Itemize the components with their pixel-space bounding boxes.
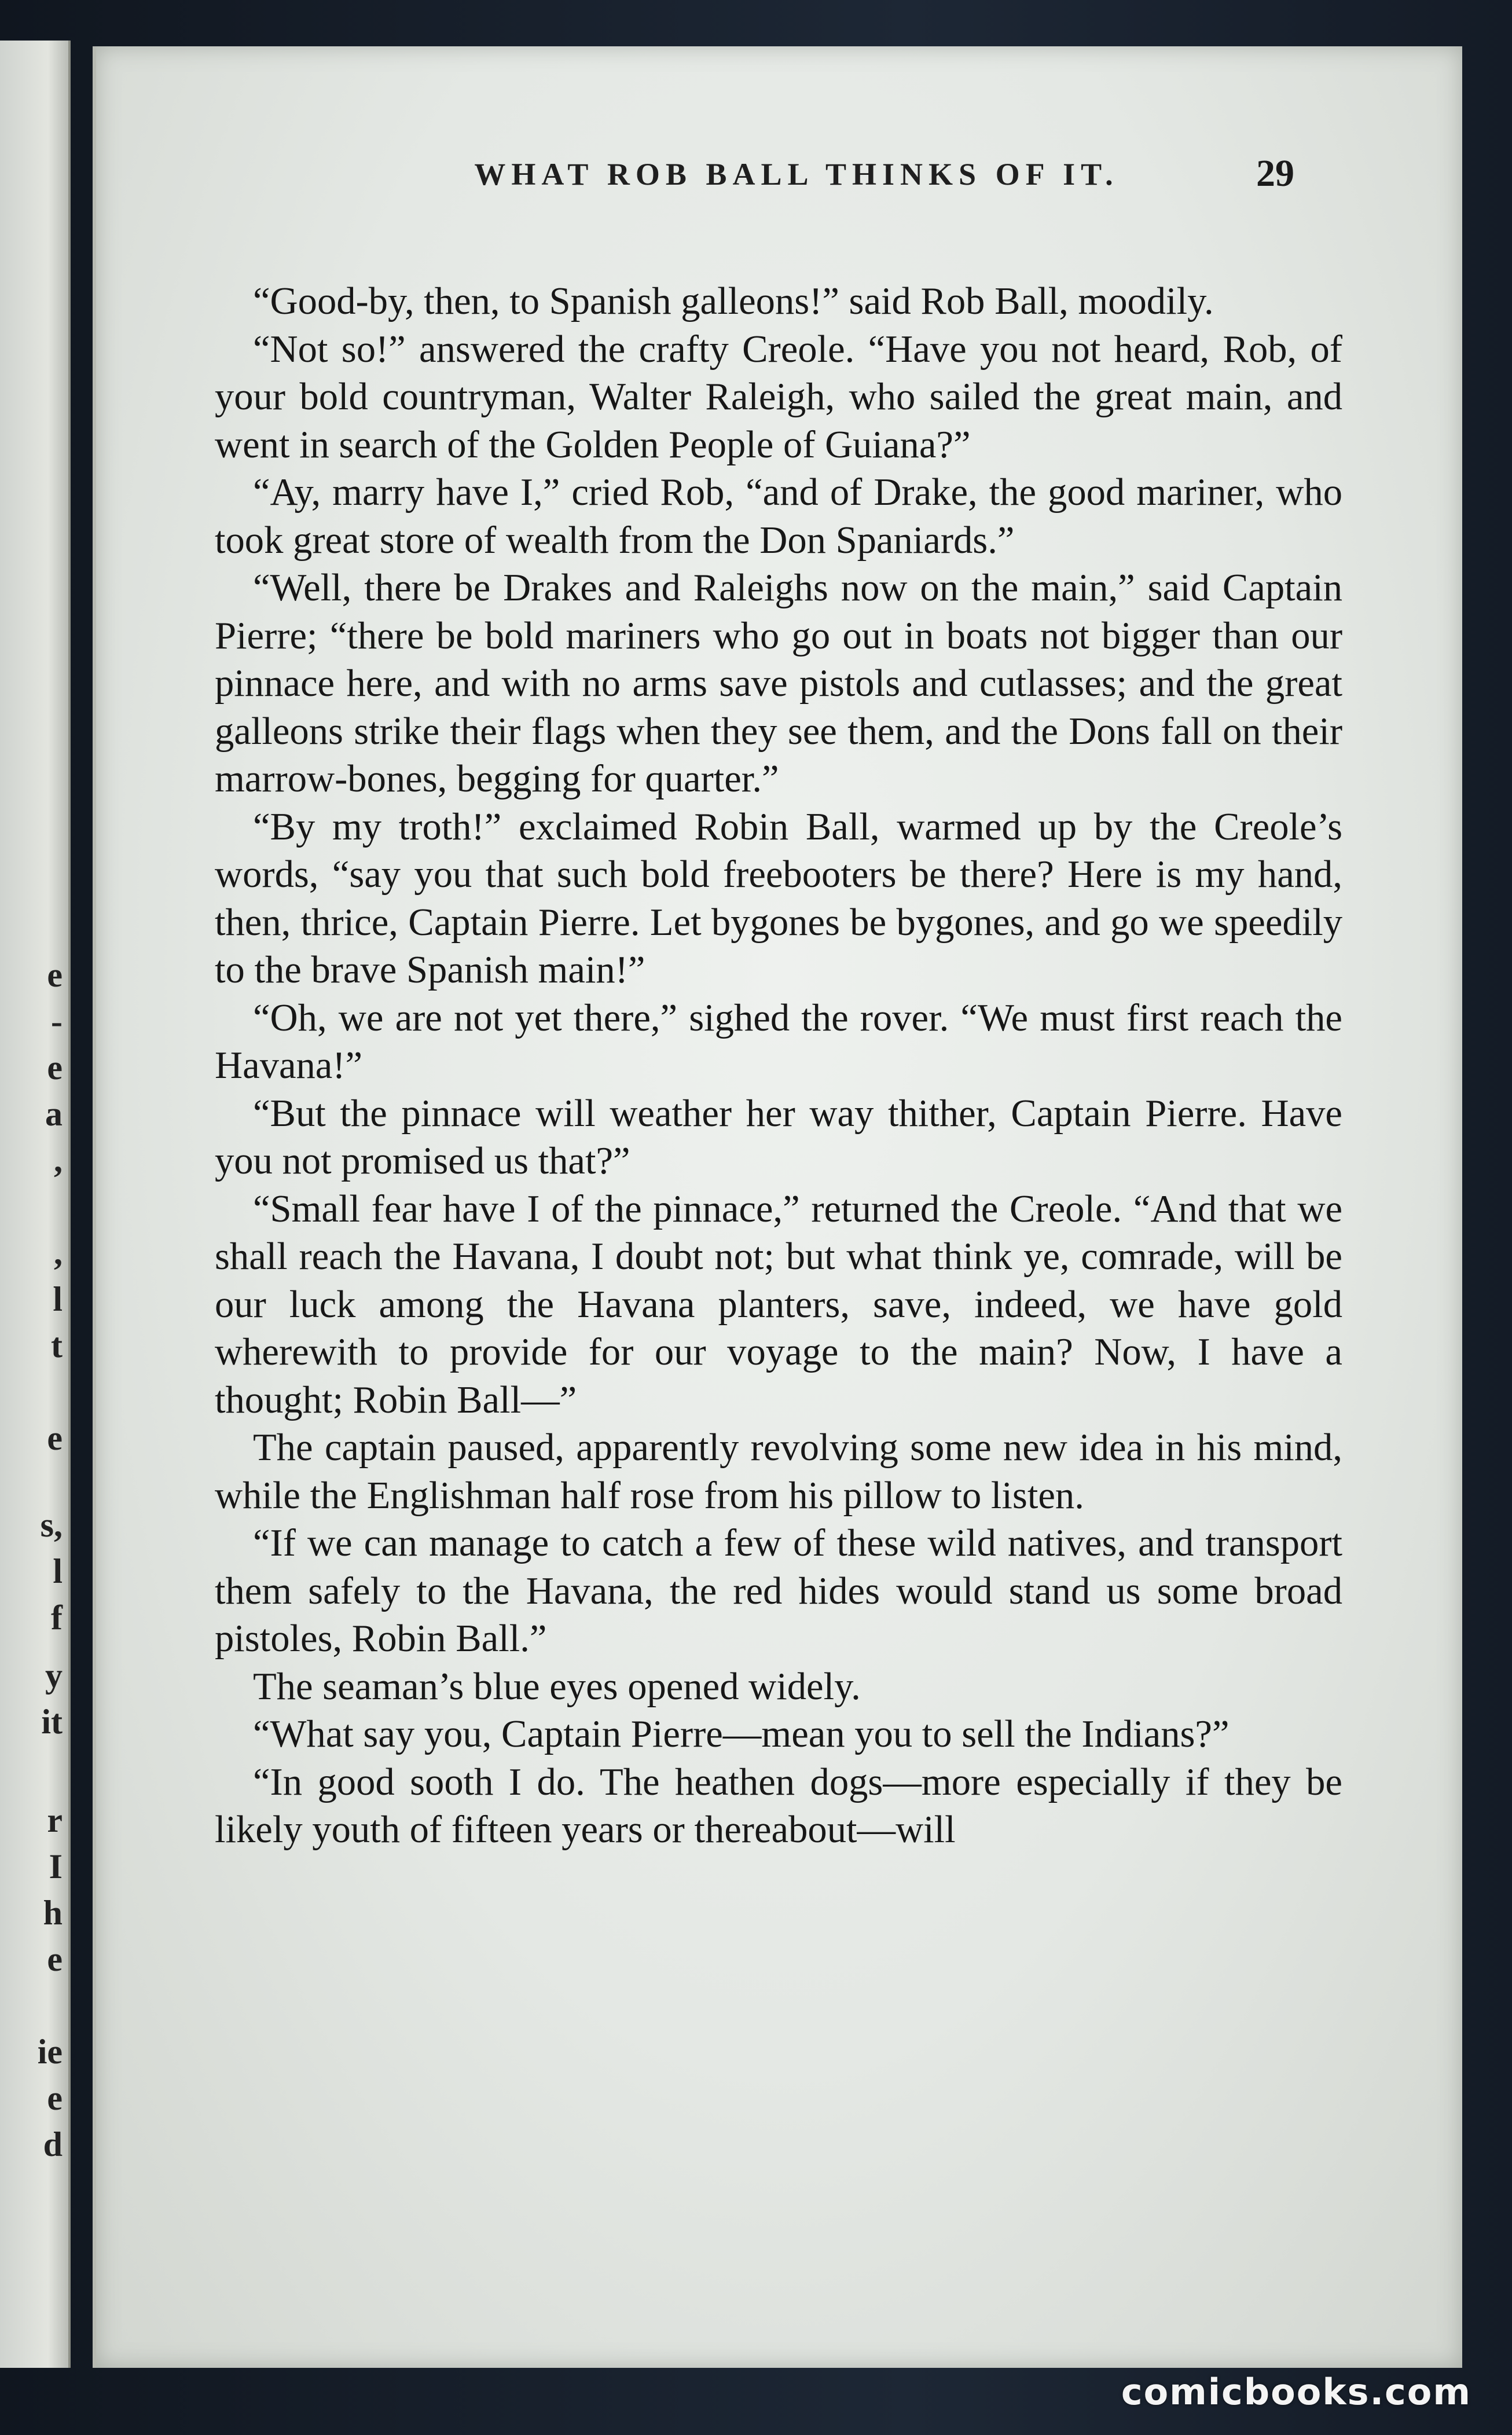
paragraph: “If we can manage to catch a few of these wild natives, and transport them safely to the Havana, the red hides would stand us some broad pistoles, Robin Ball.” bbox=[215, 1522, 1342, 1660]
previous-page-text-fragments bbox=[28, 41, 63, 2368]
fragment: - bbox=[51, 1002, 63, 1040]
page-number: 29 bbox=[1256, 152, 1294, 195]
fragment: I bbox=[49, 1847, 63, 1886]
paragraph: “Good-by, then, to Spanish galleons!” said Rob Ball, moodily. bbox=[253, 280, 1214, 322]
fragment: f bbox=[51, 1598, 63, 1637]
paragraph: “What say you, Captain Pierre—mean you to sell the Indians?” bbox=[253, 1713, 1230, 1755]
previous-page-edge bbox=[0, 41, 71, 2368]
paragraph: The captain paused, apparently revolving some new idea in his mind, while the Englishman half rose from his pillow to listen. bbox=[215, 1426, 1342, 1517]
fragment: , bbox=[54, 1141, 63, 1179]
fragment: h bbox=[43, 1894, 63, 1932]
fragment: y bbox=[45, 1656, 63, 1695]
fragment: ie bbox=[37, 2033, 63, 2071]
fragment: s, bbox=[40, 1506, 63, 1544]
paragraph: “By my troth!” exclaimed Robin Ball, warmed up by the Creole’s words, “say you that such bold freebooters be there? Here is my hand, then, thrice, Captain Pierre. Let bygones be bygones, and go we speedily to the brave Spanish main!” bbox=[215, 805, 1342, 991]
fragment: e bbox=[47, 956, 63, 994]
paragraph: “Oh, we are not yet there,” sighed the rover. “We must first reach the Havana!” bbox=[215, 996, 1342, 1087]
paragraph: “Well, there be Drakes and Raleighs now on the main,” said Captain Pierre; “there be bold mariners who go out in boats not bigger than our pinnace here, and with no arms save pistols and cutlasses; and the great galleons strike their flags when they see them, and the Dons fall on their marrow-bones, begging for quarter.” bbox=[215, 567, 1342, 800]
fragment: e bbox=[47, 1048, 63, 1087]
fragment: , bbox=[54, 1234, 63, 1272]
watermark-logo: comicbooks.com bbox=[1121, 2371, 1471, 2413]
fragment: e bbox=[47, 1419, 63, 1457]
fragment: a bbox=[45, 1095, 63, 1133]
fragment: l bbox=[53, 1552, 63, 1590]
fragment: t bbox=[51, 1326, 63, 1365]
fragment: e bbox=[47, 2079, 63, 2117]
paragraph: The seaman’s blue eyes opened widely. bbox=[253, 1665, 861, 1708]
body-text bbox=[215, 278, 1342, 1854]
paragraph: “In good sooth I do. The heathen dogs—more especially if they be likely youth of fifteen years or thereabout—will bbox=[215, 1761, 1342, 1851]
fragment: r bbox=[47, 1801, 63, 1839]
paragraph: “Ay, marry have I,” cried Rob, “and of Drake, the good mariner, who took great store of wealth from the Don Spaniards.” bbox=[215, 471, 1342, 562]
fragment: e bbox=[47, 1940, 63, 1978]
running-title: WHAT ROB BALL THINKS OF IT. bbox=[474, 157, 1119, 192]
book-page bbox=[93, 46, 1462, 2368]
paragraph: “Small fear have I of the pinnace,” returned the Creole. “And that we shall reach the Havana, I doubt not; but what think ye, comrade, will be our luck among the Havana planters, save, indeed, we have gold wherewith to provide for our voyage to the main? Now, I have a thought; Robin Ball—” bbox=[215, 1187, 1342, 1421]
running-head bbox=[96, 152, 1462, 226]
paragraph: “Not so!” answered the crafty Creole. “Have you not heard, Rob, of your bold countryman, Walter Raleigh, who sailed the great main, and went in search of the Golden People of Guiana?” bbox=[215, 328, 1342, 466]
fragment: it bbox=[41, 1703, 63, 1741]
paragraph: “But the pinnace will weather her way thither, Captain Pierre. Have you not promised us that?” bbox=[215, 1092, 1342, 1182]
fragment: l bbox=[53, 1280, 63, 1318]
fragment: d bbox=[43, 2125, 63, 2163]
